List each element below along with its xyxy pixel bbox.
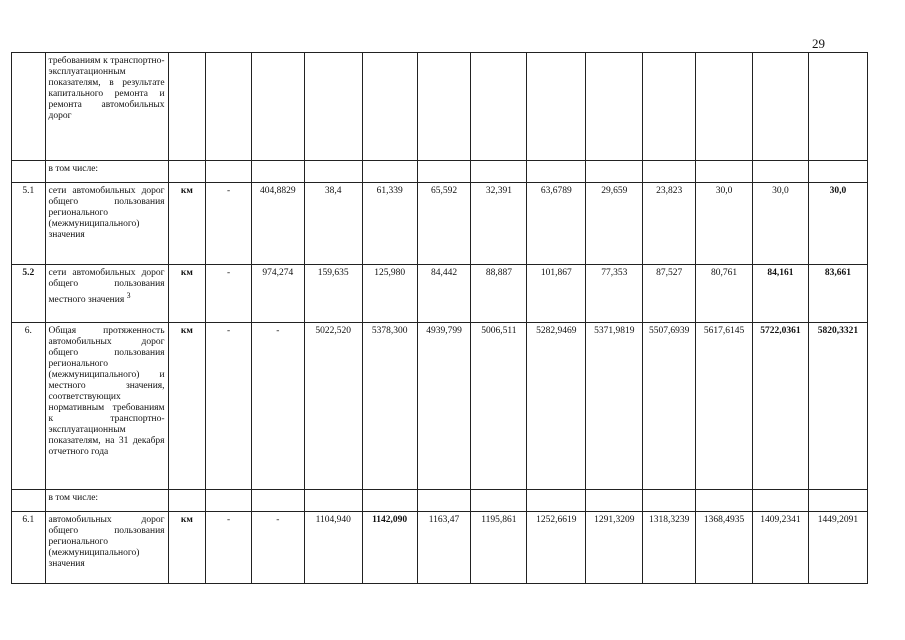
year-value-cell: 5378,300 bbox=[362, 323, 417, 490]
unit-cell bbox=[168, 161, 206, 183]
year-value-cell bbox=[753, 161, 809, 183]
year-value-cell: 5617,6145 bbox=[696, 323, 753, 490]
year-value-cell bbox=[586, 490, 643, 512]
year-value-cell: 1142,090 bbox=[362, 512, 417, 584]
base-year-cell: 404,8829 bbox=[251, 183, 304, 265]
year-value-cell: 1449,2091 bbox=[808, 512, 867, 584]
year-value-cell: 87,527 bbox=[643, 265, 696, 323]
year-value-cell bbox=[471, 161, 527, 183]
year-value-cell: 84,161 bbox=[753, 265, 809, 323]
row-number-cell bbox=[12, 490, 46, 512]
year-value-cell bbox=[696, 53, 753, 161]
year-value-cell: 5282,9469 bbox=[527, 323, 586, 490]
year-value-cell: 101,867 bbox=[527, 265, 586, 323]
unit-cell: км bbox=[168, 183, 206, 265]
base-year-cell: 974,274 bbox=[251, 265, 304, 323]
year-value-cell: 5722,0361 bbox=[753, 323, 809, 490]
base-year-cell bbox=[251, 490, 304, 512]
year-value-cell bbox=[643, 161, 696, 183]
year-value-cell: 5022,520 bbox=[304, 323, 362, 490]
footnote-marker: 3 bbox=[126, 291, 131, 300]
base-year-cell: - bbox=[251, 512, 304, 584]
year-value-cell bbox=[753, 53, 809, 161]
table-row bbox=[12, 512, 868, 584]
year-value-cell: 125,980 bbox=[362, 265, 417, 323]
base-year-cell bbox=[251, 53, 304, 161]
year-value-cell bbox=[304, 161, 362, 183]
row-number-cell: 6.1 bbox=[12, 512, 46, 584]
year-value-cell bbox=[808, 161, 867, 183]
year-value-cell: 1291,3209 bbox=[586, 512, 643, 584]
unit-cell bbox=[168, 53, 206, 161]
base-value-cell bbox=[206, 490, 252, 512]
row-number-cell bbox=[12, 53, 46, 161]
year-value-cell: 38,4 bbox=[304, 183, 362, 265]
year-value-cell bbox=[471, 490, 527, 512]
year-value-cell: 5507,6939 bbox=[643, 323, 696, 490]
indicator-name-cell: в том числе: bbox=[45, 161, 168, 183]
year-value-cell: 1195,861 bbox=[471, 512, 527, 584]
year-value-cell: 32,391 bbox=[471, 183, 527, 265]
year-value-cell bbox=[527, 490, 586, 512]
row-number-cell bbox=[12, 161, 46, 183]
table-row bbox=[12, 490, 868, 512]
table-row bbox=[12, 53, 868, 161]
year-value-cell: 83,661 bbox=[808, 265, 867, 323]
year-value-cell bbox=[527, 53, 586, 161]
year-value-cell: 5006,511 bbox=[471, 323, 527, 490]
year-value-cell: 23,823 bbox=[643, 183, 696, 265]
year-value-cell bbox=[808, 490, 867, 512]
year-value-cell bbox=[643, 53, 696, 161]
year-value-cell bbox=[753, 490, 809, 512]
year-value-cell: 30,0 bbox=[696, 183, 753, 265]
table-row bbox=[12, 183, 868, 265]
year-value-cell bbox=[586, 53, 643, 161]
year-value-cell bbox=[417, 53, 471, 161]
year-value-cell: 159,635 bbox=[304, 265, 362, 323]
year-value-cell bbox=[696, 490, 753, 512]
base-value-cell bbox=[206, 53, 252, 161]
base-year-cell: - bbox=[251, 323, 304, 490]
year-value-cell: 1409,2341 bbox=[753, 512, 809, 584]
year-value-cell bbox=[643, 490, 696, 512]
year-value-cell: 1252,6619 bbox=[527, 512, 586, 584]
row-number-cell: 5.1 bbox=[12, 183, 46, 265]
unit-cell: км bbox=[168, 265, 206, 323]
indicator-name-cell: автомобильных дорог общего пользования регионального (межмуниципального) значения bbox=[45, 512, 168, 584]
year-value-cell bbox=[362, 161, 417, 183]
year-value-cell: 80,761 bbox=[696, 265, 753, 323]
data-table bbox=[11, 52, 868, 584]
table-row bbox=[12, 265, 868, 323]
year-value-cell: 61,339 bbox=[362, 183, 417, 265]
table-row bbox=[12, 323, 868, 490]
year-value-cell bbox=[362, 53, 417, 161]
year-value-cell: 1104,940 bbox=[304, 512, 362, 584]
year-value-cell bbox=[527, 161, 586, 183]
indicator-name-cell: Общая протяженность автомобильных дорог общего пользования регионального (межмуниципального) и местного значения, соответствующих нормативным требованиям к транспортно-эксплуатационным показателям, на 31 декабря отчетного года bbox=[45, 323, 168, 490]
year-value-cell bbox=[417, 161, 471, 183]
row-number-cell: 6. bbox=[12, 323, 46, 490]
year-value-cell bbox=[362, 490, 417, 512]
year-value-cell bbox=[586, 161, 643, 183]
year-value-cell: 1368,4935 bbox=[696, 512, 753, 584]
year-value-cell: 5820,3321 bbox=[808, 323, 867, 490]
year-value-cell: 4939,799 bbox=[417, 323, 471, 490]
year-value-cell: 5371,9819 bbox=[586, 323, 643, 490]
year-value-cell: 30,0 bbox=[753, 183, 809, 265]
year-value-cell bbox=[471, 53, 527, 161]
year-value-cell: 1163,47 bbox=[417, 512, 471, 584]
unit-cell bbox=[168, 490, 206, 512]
page-number: 29 bbox=[812, 36, 825, 51]
table-row bbox=[12, 161, 868, 183]
year-value-cell: 1318,3239 bbox=[643, 512, 696, 584]
year-value-cell: 77,353 bbox=[586, 265, 643, 323]
year-value-cell: 84,442 bbox=[417, 265, 471, 323]
base-value-cell: - bbox=[206, 265, 252, 323]
year-value-cell: 63,6789 bbox=[527, 183, 586, 265]
row-number-cell: 5.2 bbox=[12, 265, 46, 323]
indicator-name-cell: сети автомобильных дорог общего пользования регионального (межмуниципального) значения bbox=[45, 183, 168, 265]
indicator-name-cell: сети автомобильных дорог общего пользования местного значения $^3$ bbox=[45, 265, 168, 323]
year-value-cell bbox=[304, 53, 362, 161]
year-value-cell bbox=[304, 490, 362, 512]
indicator-name-cell: в том числе: bbox=[45, 490, 168, 512]
base-value-cell: - bbox=[206, 183, 252, 265]
base-year-cell bbox=[251, 161, 304, 183]
year-value-cell bbox=[696, 161, 753, 183]
year-value-cell: 65,592 bbox=[417, 183, 471, 265]
base-value-cell bbox=[206, 161, 252, 183]
year-value-cell: 29,659 bbox=[586, 183, 643, 265]
base-value-cell: - bbox=[206, 323, 252, 490]
year-value-cell bbox=[417, 490, 471, 512]
unit-cell: км bbox=[168, 512, 206, 584]
indicator-name-cell: требованиям к транспортно-эксплуатационным показателям, в результате капитального ремонта и ремонта автомобильных дорог bbox=[45, 53, 168, 161]
year-value-cell: 88,887 bbox=[471, 265, 527, 323]
base-value-cell: - bbox=[206, 512, 252, 584]
year-value-cell: 30,0 bbox=[808, 183, 867, 265]
year-value-cell bbox=[808, 53, 867, 161]
unit-cell: км bbox=[168, 323, 206, 490]
